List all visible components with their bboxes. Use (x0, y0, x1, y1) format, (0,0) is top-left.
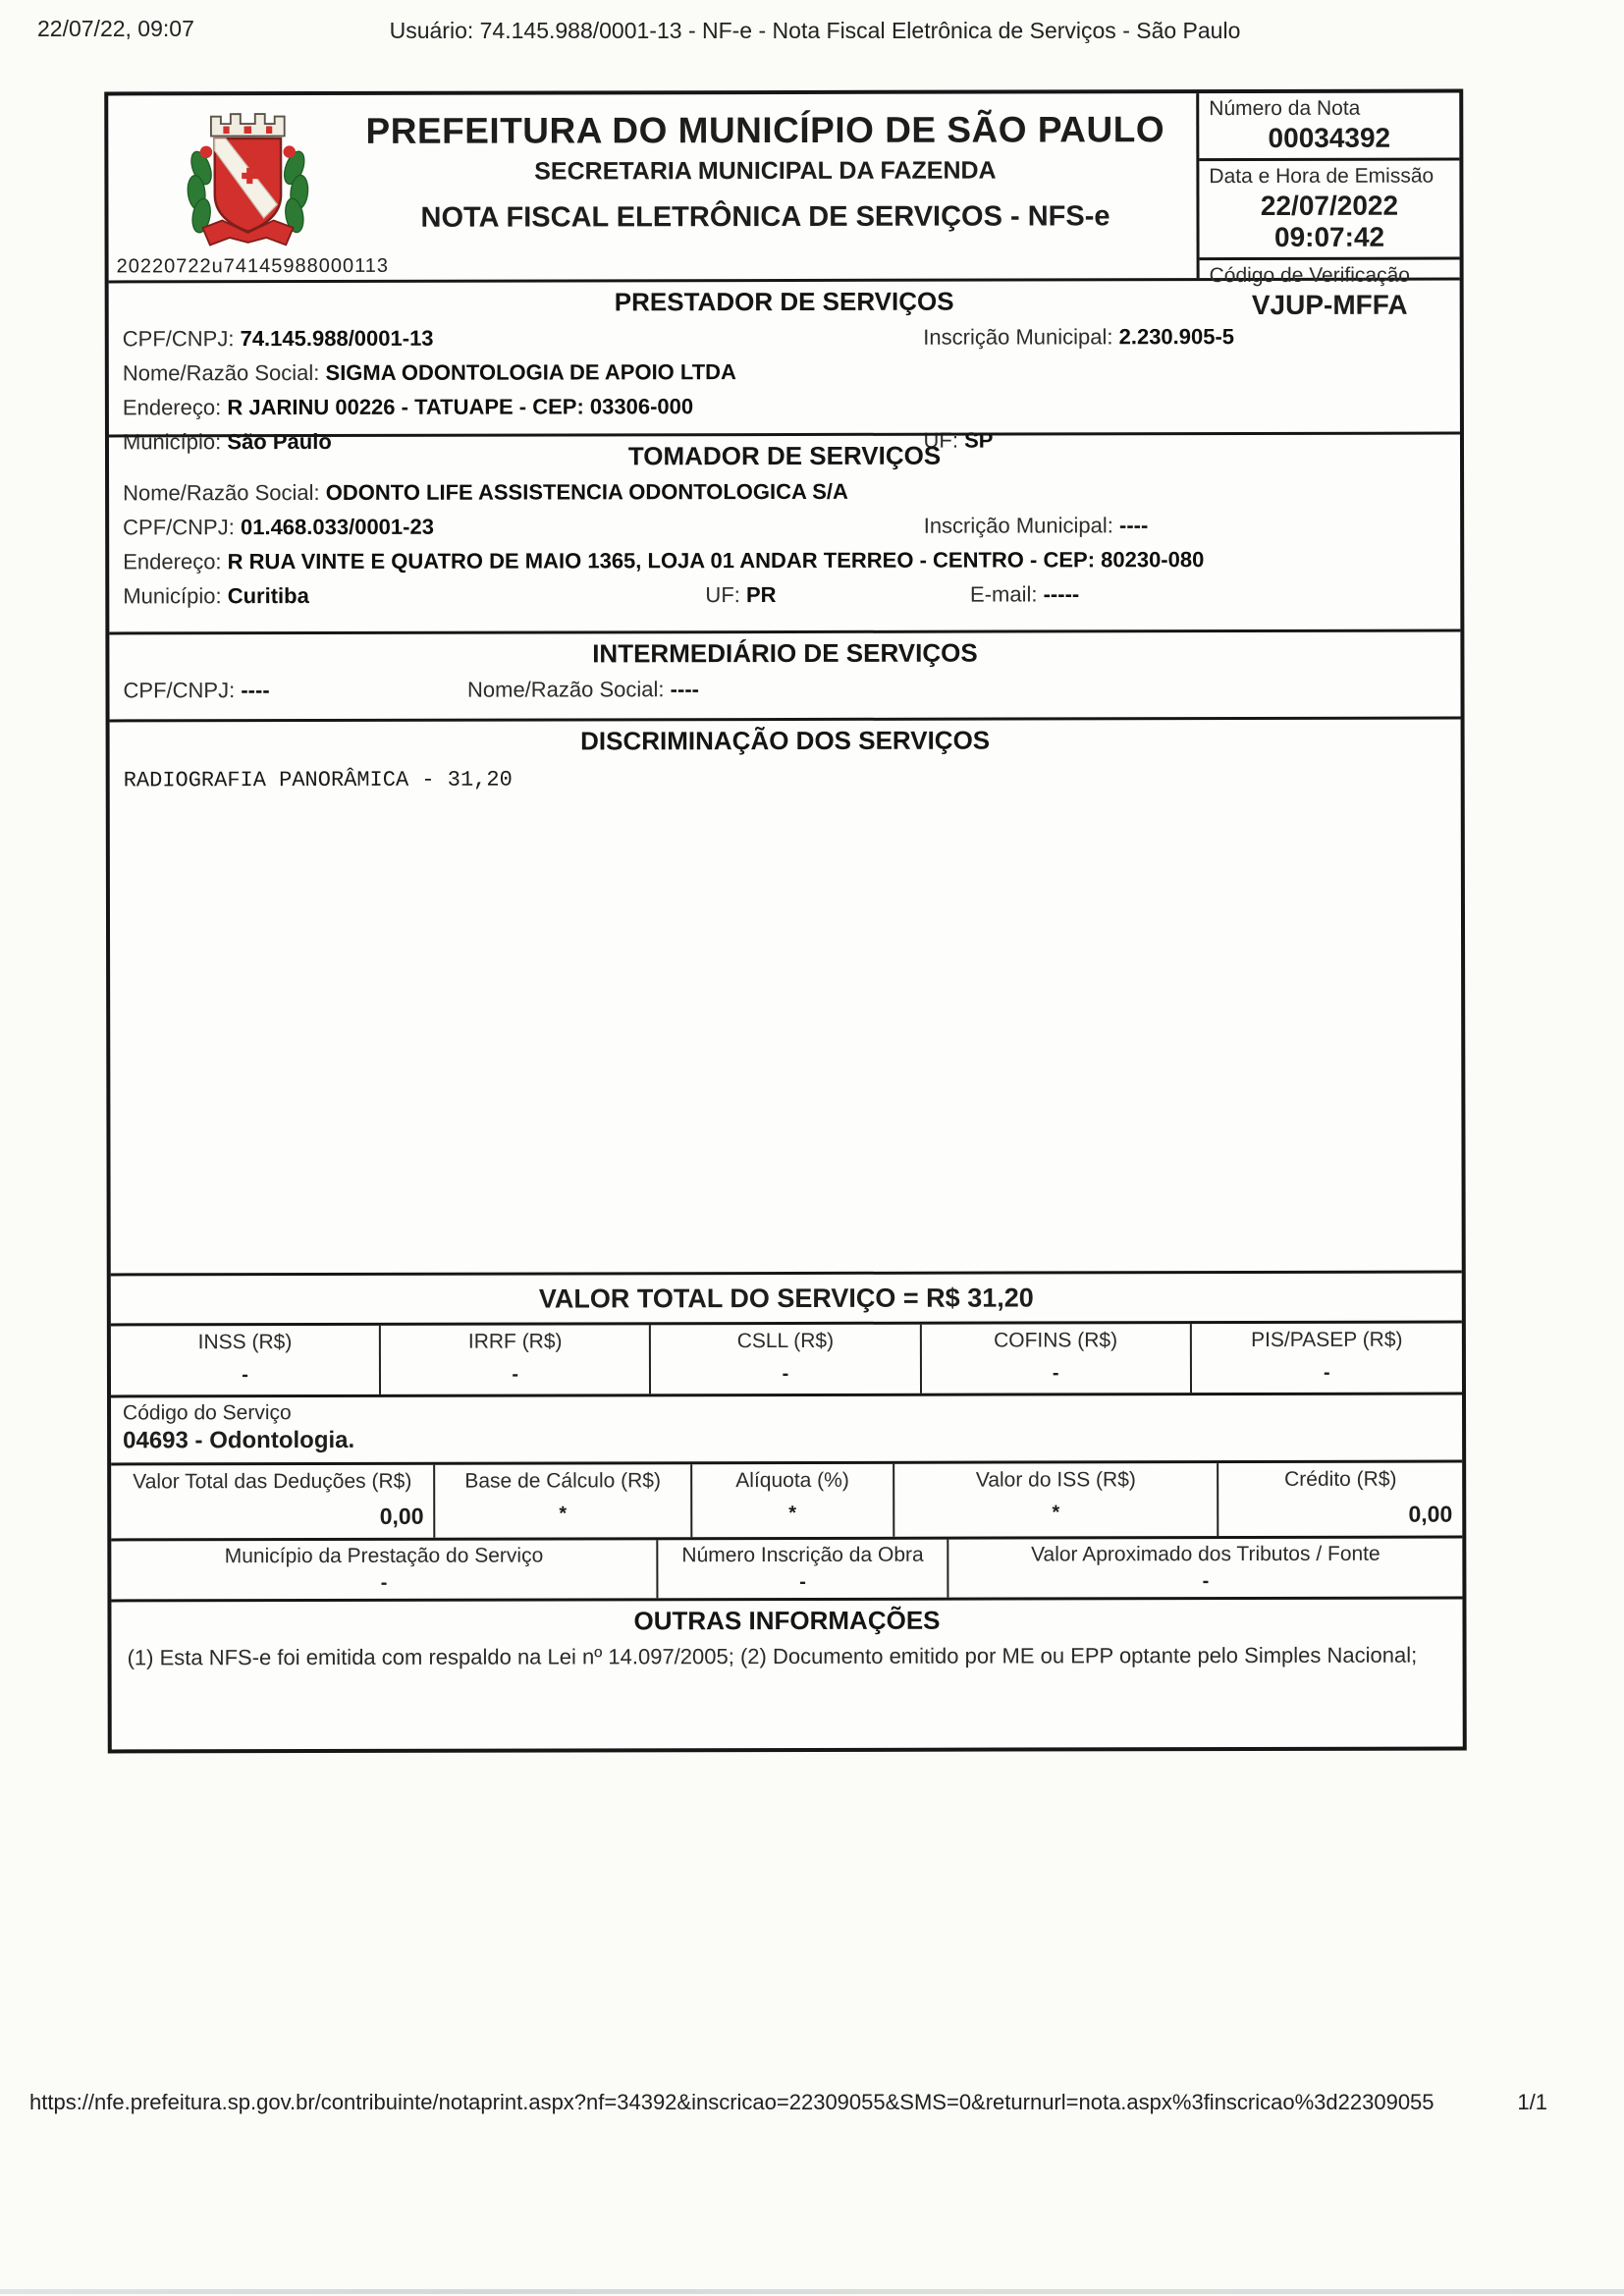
valor-total-line: VALOR TOTAL DO SERVIÇO = R$ 31,20 (538, 1283, 1034, 1314)
base-calculo-cell (435, 1464, 692, 1538)
intermediario-row (109, 671, 1460, 708)
valor-iss-value: * (1052, 1502, 1060, 1524)
tomador-nome-row (109, 473, 1460, 511)
aliquota-label: Alíquota (%) (735, 1468, 849, 1493)
outras-informacoes-text: (1) Esta NFS-e foi emitida com respaldo na Lei nº 14.097/2005; (2) Documento emitido por ME ou EPP optante pelo Simples Nacional; (127, 1642, 1418, 1670)
emissao-cell (1199, 161, 1459, 261)
prestador-endereco-label: Endereço: (122, 395, 222, 420)
tributos-fonte-label: Valor Aproximado dos Tributos / Fonte (1031, 1542, 1380, 1566)
intermediario-nome-label: Nome/Razão Social: (466, 677, 665, 702)
tomador-cpf-value: 01.468.033/0001-23 (240, 514, 434, 540)
imposto-csll-value: - (782, 1362, 789, 1386)
verificacao-label: Código de Verificação (1209, 263, 1410, 288)
imposto-inss-cell (111, 1326, 381, 1395)
print-footer-page-number: 1/1 (1517, 2090, 1547, 2114)
codigo-servico-value: 04693 - Odontologia. (123, 1426, 355, 1454)
prestador-inscricao-label: Inscrição Municipal: (923, 324, 1113, 350)
imposto-pispasep-cell (1192, 1324, 1462, 1394)
tomador-endereco-row (109, 542, 1460, 579)
department-name: SECRETARIA MUNICIPAL DA FAZENDA (534, 156, 997, 186)
codigo-servico-label: Código do Serviço (123, 1401, 292, 1425)
imposto-cofins-value: - (1052, 1362, 1059, 1385)
prestador-title: PRESTADOR DE SERVIÇOS (614, 286, 954, 317)
tomador-section (109, 432, 1460, 632)
sao-paulo-coat-of-arms-icon (179, 99, 316, 258)
deducoes-cell (111, 1465, 435, 1539)
prestador-nome-value: SIGMA ODONTOLOGIA DE APOIO LTDA (325, 359, 736, 385)
inscricao-obra-cell (659, 1540, 949, 1599)
tomador-municipio-label: Município: (123, 583, 222, 609)
intermediario-nome-value: ---- (670, 677, 699, 702)
imposto-inss-label: INSS (R$) (197, 1331, 293, 1354)
imposto-inss-value: - (242, 1364, 248, 1387)
prestador-nome-label: Nome/Razão Social: (122, 359, 320, 386)
inscricao-obra-label: Número Inscrição da Obra (681, 1543, 924, 1567)
print-datetime: 22/07/22, 09:07 (37, 16, 194, 41)
imposto-irrf-value: - (512, 1363, 519, 1386)
codigo-servico-section (111, 1393, 1462, 1463)
tomador-email-value: ----- (1043, 581, 1080, 607)
tomador-title: TOMADOR DE SERVIÇOS (627, 440, 942, 471)
intermediario-cpf-label: CPF/CNPJ: (123, 678, 236, 703)
tomador-email-label: E-mail: (969, 581, 1038, 607)
tomador-nome-label: Nome/Razão Social: (123, 479, 320, 506)
outras-informacoes-title: OUTRAS INFORMAÇÕES (633, 1605, 941, 1636)
tomador-municipio-row (109, 576, 1460, 614)
print-page-title: Usuário: 74.145.988/0001-13 - NF-e - Nota Fiscal Eletrônica de Serviços - São Paulo (389, 18, 1241, 43)
deducoes-label: Valor Total das Deduções (R$) (133, 1469, 412, 1494)
discriminacao-text: RADIOGRAFIA PANORÂMICA - 31,20 (123, 767, 513, 793)
impostos-table (111, 1321, 1462, 1395)
document-title: NOTA FISCAL ELETRÔNICA DE SERVIÇOS - NFS-e (420, 200, 1110, 234)
extras-table (111, 1536, 1462, 1600)
valor-iss-cell (894, 1463, 1218, 1537)
imposto-pispasep-value: - (1324, 1361, 1330, 1384)
valor-iss-label: Valor do ISS (R$) (975, 1468, 1136, 1492)
valor-total-section (111, 1271, 1462, 1324)
tomador-endereco-label: Endereço: (123, 549, 222, 574)
tomador-inscricao-label: Inscrição Municipal: (923, 513, 1113, 538)
tomador-cpf-row (109, 508, 1460, 545)
prestador-municipio-label: Município: (122, 429, 222, 455)
prestador-nome-row (109, 354, 1460, 391)
tomador-uf-value: PR (745, 582, 777, 608)
imposto-cofins-cell (921, 1324, 1191, 1394)
prestador-cpf-label: CPF/CNPJ: (122, 326, 235, 352)
header-main (108, 93, 1196, 280)
discriminacao-section (110, 717, 1462, 1274)
detalhes-table (111, 1460, 1462, 1539)
imposto-cofins-label: COFINS (R$) (994, 1329, 1118, 1352)
imposto-csll-cell (651, 1325, 921, 1394)
credito-value: 0,00 (1408, 1501, 1453, 1527)
tomador-cpf-label: CPF/CNPJ: (123, 515, 235, 540)
prestador-uf-label: UF: (923, 427, 958, 453)
base-calculo-label: Base de Cálculo (R$) (464, 1469, 661, 1493)
discriminacao-title: DISCRIMINAÇÃO DOS SERVIÇOS (580, 725, 991, 756)
nota-numero-cell (1199, 93, 1459, 162)
intermediario-cpf-value: ---- (241, 678, 270, 703)
prestador-uf-value: SP (964, 427, 994, 453)
imposto-csll-label: CSLL (R$) (736, 1329, 835, 1353)
deducoes-value: 0,00 (379, 1503, 424, 1529)
tomador-uf-label: UF: (705, 582, 740, 608)
municipio-prestacao-cell (111, 1540, 658, 1599)
nota-numero-label: Número da Nota (1209, 96, 1361, 121)
municipio-prestacao-label: Município da Prestação do Serviço (224, 1544, 544, 1568)
aliquota-value: * (788, 1502, 797, 1524)
nfse-invoice (104, 89, 1467, 1754)
prestador-endereco-value: R JARINU 00226 - TATUAPE - CEP: 03306-000 (227, 394, 694, 420)
base-calculo-value: * (559, 1503, 568, 1525)
print-footer-url: https://nfe.prefeitura.sp.gov.br/contribuinte/notaprint.aspx?nf=34392&inscricao=22309055&SMS=0&returnurl=nota.aspx%3finscricao%3d22309055 (29, 2090, 1435, 2114)
credito-cell (1218, 1463, 1462, 1537)
tomador-inscricao-value: ---- (1118, 513, 1149, 538)
prestador-municipio-value: São Paulo (227, 428, 332, 455)
nota-numero-value: 00034392 (1268, 122, 1391, 153)
intermediario-section (109, 629, 1460, 720)
emissao-value: 22/07/2022 09:07:42 (1260, 190, 1399, 252)
prestador-endereco-row (109, 388, 1460, 425)
aliquota-cell (692, 1464, 895, 1537)
tomador-endereco-value: R RUA VINTE E QUATRO DE MAIO 1365, LOJA 01 ANDAR TERREO - CENTRO - CEP: 80230-080 (227, 547, 1205, 574)
verificacao-value: VJUP-MFFA (1251, 289, 1408, 321)
tributos-fonte-value: - (1202, 1570, 1210, 1593)
imposto-pispasep-label: PIS/PASEP (R$) (1251, 1328, 1403, 1352)
municipio-prestacao-value: - (380, 1571, 388, 1594)
inscricao-obra-value: - (799, 1570, 806, 1593)
tributos-fonte-cell (948, 1539, 1462, 1598)
intermediario-title: INTERMEDIÁRIO DE SERVIÇOS (592, 637, 978, 669)
outras-informacoes-section (111, 1597, 1462, 1750)
verificacao-cell (1200, 260, 1460, 326)
scan-edge-artifact (0, 2289, 1624, 2294)
tomador-municipio-value: Curitiba (227, 583, 309, 609)
emissao-label: Data e Hora de Emissão (1209, 164, 1435, 189)
scan-reference-number: 20220722u74145988000113 (116, 254, 389, 278)
imposto-irrf-label: IRRF (R$) (467, 1330, 563, 1353)
imposto-irrf-cell (381, 1325, 651, 1394)
credito-label: Crédito (R$) (1284, 1467, 1397, 1491)
prestador-inscricao-value: 2.230.905-5 (1118, 324, 1235, 350)
tomador-nome-value: ODONTO LIFE ASSISTENCIA ODONTOLOGICA S/A (325, 478, 848, 505)
organization-name: PREFEITURA DO MUNICÍPIO DE SÃO PAULO (365, 109, 1165, 151)
nota-info-box (1196, 93, 1459, 321)
prestador-cpf-value: 74.145.988/0001-13 (240, 325, 434, 352)
